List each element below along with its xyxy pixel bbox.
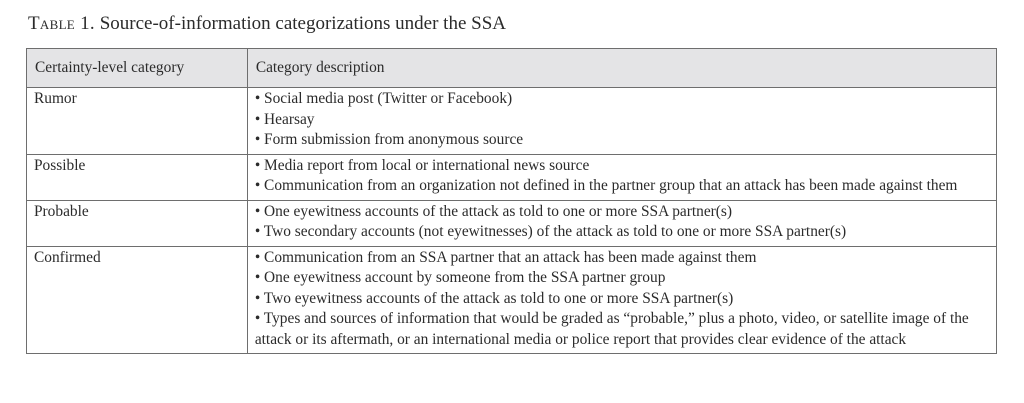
description-item: • Communication from an SSA partner that an attack has been made against them [254,248,757,266]
table-caption-text: Source-of-information categorizations under the SSA [99,13,506,34]
description-cell [247,154,996,200]
description-item: • Form submission from anonymous source [254,131,524,148]
description-item: • Hearsay [254,110,315,128]
category-cell: Probable [27,200,248,246]
description-item: • Social media post (Twitter or Facebook) [254,90,513,107]
description-item: • Types and sources of information that would be graded as “probable,” plus a photo, video, or satellite image of the attack or its aftermath, or an international media or police report that provides clear evidence of the attack [254,310,969,348]
table-row [27,246,997,354]
table-row [27,88,997,155]
column-header-category: Certainty-level category [27,49,248,88]
description-cell [247,200,996,246]
source-categorization-table [26,48,997,354]
table-row [27,154,997,200]
table-caption-label: Table 1. [28,13,95,34]
table-row [27,200,997,246]
description-item: • Media report from local or international news source [254,156,590,174]
description-cell [247,88,996,155]
column-header-description: Category description [247,49,996,88]
table-caption [28,12,506,36]
category-cell: Possible [27,154,248,200]
description-item: • One eyewitness account by someone from the SSA partner group [254,269,666,286]
table-header-row [27,49,997,88]
description-item: • One eyewitness accounts of the attack as told to one or more SSA partner(s) [254,202,733,220]
description-cell [247,246,996,354]
category-cell: Rumor [27,88,248,155]
description-item: • Two secondary accounts (not eyewitnesses) of the attack as told to one or more SSA partner(s) [254,223,847,240]
description-item: • Two eyewitness accounts of the attack as told to one or more SSA partner(s) [254,289,734,307]
description-item: • Communication from an organization not defined in the partner group that an attack has been made against them [254,177,958,194]
category-cell: Confirmed [27,246,248,354]
